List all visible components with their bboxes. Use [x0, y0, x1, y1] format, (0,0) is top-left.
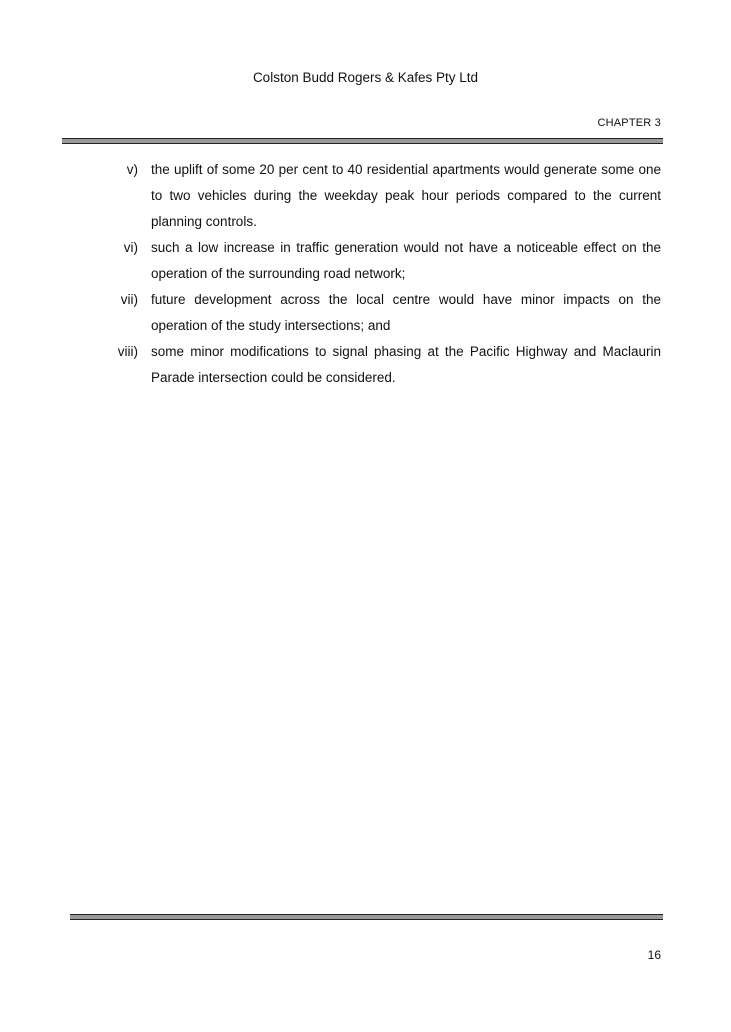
header-divider	[62, 138, 663, 144]
footer-divider	[70, 914, 663, 920]
list-item	[100, 287, 661, 339]
list-item	[100, 235, 661, 287]
list-item-number: vi)	[123, 240, 138, 255]
list-item-text: such a low increase in traffic generation would not have a noticeable effect on the operation of the surrounding road network;	[151, 240, 661, 281]
list-item-number: vii)	[120, 292, 138, 307]
list-item-number: v)	[126, 162, 138, 177]
page-number: 16	[647, 948, 661, 962]
list-item	[100, 339, 661, 391]
list-item	[100, 157, 661, 235]
chapter-label: CHAPTER 3	[597, 117, 661, 129]
list-item-text: future development across the local centre would have minor impacts on the operation of the study intersections; and	[151, 292, 661, 333]
company-name: Colston Budd Rogers & Kafes Pty Ltd	[252, 70, 479, 85]
findings-list	[100, 157, 661, 391]
list-item-text: the uplift of some 20 per cent to 40 residential apartments would generate some one to two vehicles during the weekday peak hour periods compared to the current planning controls.	[151, 162, 661, 229]
list-item-text: some minor modifications to signal phasing at the Pacific Highway and Maclaurin Parade intersection could be considered.	[151, 344, 661, 385]
list-item-number: viii)	[117, 344, 138, 359]
